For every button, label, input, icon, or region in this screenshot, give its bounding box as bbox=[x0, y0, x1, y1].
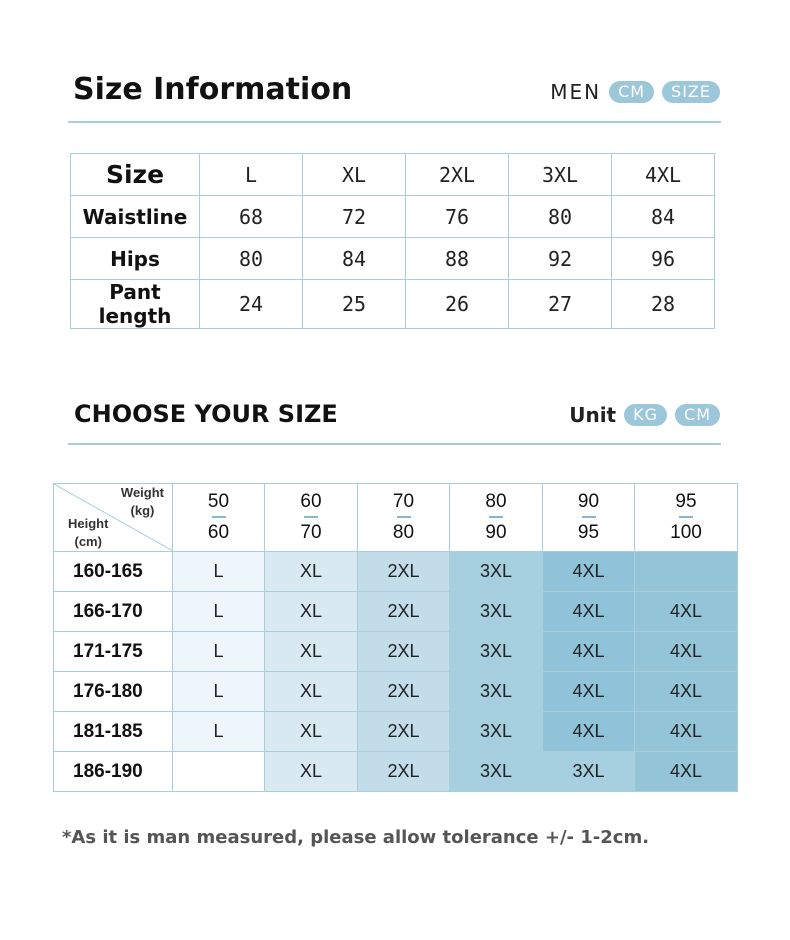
size-cell bbox=[173, 752, 265, 792]
weight-col-header: 70 80 bbox=[358, 484, 450, 552]
divider bbox=[68, 121, 721, 123]
table-row bbox=[54, 752, 738, 792]
size-cell: 4XL bbox=[635, 752, 738, 792]
size-cell: L bbox=[173, 672, 265, 712]
men-label: MEN bbox=[550, 80, 602, 104]
height-axis-label bbox=[68, 515, 108, 551]
size-cell: 2XL bbox=[358, 672, 450, 712]
table-row bbox=[54, 632, 738, 672]
table-cell: 28 bbox=[612, 280, 715, 329]
choose-size-title: CHOOSE YOUR SIZE bbox=[74, 400, 338, 428]
size-cell: 2XL bbox=[358, 712, 450, 752]
size-cell: 4XL bbox=[543, 552, 635, 592]
table-cell: 88 bbox=[406, 238, 509, 280]
table-cell: 80 bbox=[509, 196, 612, 238]
table-cell: 76 bbox=[406, 196, 509, 238]
table-cell: 80 bbox=[200, 238, 303, 280]
tolerance-footnote: *As it is man measured, please allow tolerance +/- 1-2cm. bbox=[62, 827, 650, 848]
size-cell: 3XL bbox=[450, 752, 543, 792]
size-cell: 3XL bbox=[450, 712, 543, 752]
table-cell: 68 bbox=[200, 196, 303, 238]
size-col-header: L bbox=[200, 154, 303, 196]
height-range: 171-175 bbox=[54, 632, 173, 672]
table-row bbox=[71, 196, 715, 238]
size-cell: 2XL bbox=[358, 632, 450, 672]
size-col-header: XL bbox=[303, 154, 406, 196]
table-row bbox=[71, 238, 715, 280]
size-cell: 2XL bbox=[358, 752, 450, 792]
weight-axis-label bbox=[121, 484, 164, 520]
size-cell: 3XL bbox=[450, 632, 543, 672]
size-cell: 3XL bbox=[450, 592, 543, 632]
table-cell: 84 bbox=[612, 196, 715, 238]
weight-unit: (kg) bbox=[130, 503, 155, 518]
size-cell: XL bbox=[265, 632, 358, 672]
size-cell: L bbox=[173, 632, 265, 672]
size-cell: 4XL bbox=[543, 632, 635, 672]
height-range: 176-180 bbox=[54, 672, 173, 712]
table-row bbox=[54, 552, 738, 592]
size-pill: SIZE bbox=[662, 81, 720, 103]
size-cell: 4XL bbox=[635, 672, 738, 712]
table-cell: 24 bbox=[200, 280, 303, 329]
size-cell: 4XL bbox=[635, 632, 738, 672]
size-cell: 2XL bbox=[358, 552, 450, 592]
height-range: 181-185 bbox=[54, 712, 173, 752]
size-chart-grid bbox=[53, 483, 737, 793]
size-col-header: 3XL bbox=[509, 154, 612, 196]
cm-pill: CM bbox=[609, 81, 654, 103]
size-cell: 4XL bbox=[543, 672, 635, 712]
table-cell: 27 bbox=[509, 280, 612, 329]
size-cell: XL bbox=[265, 592, 358, 632]
height-unit: (cm) bbox=[74, 534, 102, 549]
height-range: 160-165 bbox=[54, 552, 173, 592]
height-range: 166-170 bbox=[54, 592, 173, 632]
row-label-waistline: Waistline bbox=[71, 196, 200, 238]
table-row bbox=[54, 672, 738, 712]
weight-col-header: 60 70 bbox=[265, 484, 358, 552]
weight-word: Weight bbox=[120, 485, 164, 500]
table-cell: 25 bbox=[303, 280, 406, 329]
table-cell: 96 bbox=[612, 238, 715, 280]
size-col-header: 4XL bbox=[612, 154, 715, 196]
size-col-header: 2XL bbox=[406, 154, 509, 196]
row-label-pant-length: Pant length bbox=[71, 280, 200, 329]
kg-pill: KG bbox=[624, 404, 667, 426]
table-row bbox=[54, 592, 738, 632]
weight-col-header: 50 60 bbox=[173, 484, 265, 552]
unit-label: Unit bbox=[569, 403, 617, 427]
corner-cell bbox=[54, 484, 173, 552]
size-cell: 4XL bbox=[635, 712, 738, 752]
divider bbox=[68, 443, 721, 445]
size-header-label: Size bbox=[71, 154, 200, 196]
weight-col-header: 95 100 bbox=[635, 484, 738, 552]
size-cell: 4XL bbox=[543, 592, 635, 632]
unit-tags-men bbox=[550, 80, 720, 104]
height-word: Height bbox=[68, 516, 109, 531]
table-row bbox=[71, 280, 715, 329]
table-cell: 92 bbox=[509, 238, 612, 280]
size-information-title: Size Information bbox=[73, 72, 353, 107]
table-header-row bbox=[71, 154, 715, 196]
size-cell: XL bbox=[265, 552, 358, 592]
size-cell: XL bbox=[265, 712, 358, 752]
weight-col-header: 90 95 bbox=[543, 484, 635, 552]
cm-pill: CM bbox=[675, 404, 720, 426]
size-cell: XL bbox=[265, 672, 358, 712]
size-information-table bbox=[70, 153, 715, 329]
table-cell: 84 bbox=[303, 238, 406, 280]
unit-tags bbox=[569, 403, 720, 427]
row-label-hips: Hips bbox=[71, 238, 200, 280]
size-cell: L bbox=[173, 552, 265, 592]
size-cell: 2XL bbox=[358, 592, 450, 632]
size-cell: XL bbox=[265, 752, 358, 792]
table-cell: 72 bbox=[303, 196, 406, 238]
size-cell bbox=[635, 552, 738, 592]
size-cell: 4XL bbox=[543, 712, 635, 752]
weight-header-row bbox=[54, 484, 738, 552]
size-cell: 3XL bbox=[543, 752, 635, 792]
table-row bbox=[54, 712, 738, 752]
size-cell: 4XL bbox=[635, 592, 738, 632]
table-cell: 26 bbox=[406, 280, 509, 329]
height-range: 186-190 bbox=[54, 752, 173, 792]
size-cell: 3XL bbox=[450, 672, 543, 712]
size-cell: L bbox=[173, 712, 265, 752]
size-cell: 3XL bbox=[450, 552, 543, 592]
size-cell: L bbox=[173, 592, 265, 632]
weight-col-header: 80 90 bbox=[450, 484, 543, 552]
